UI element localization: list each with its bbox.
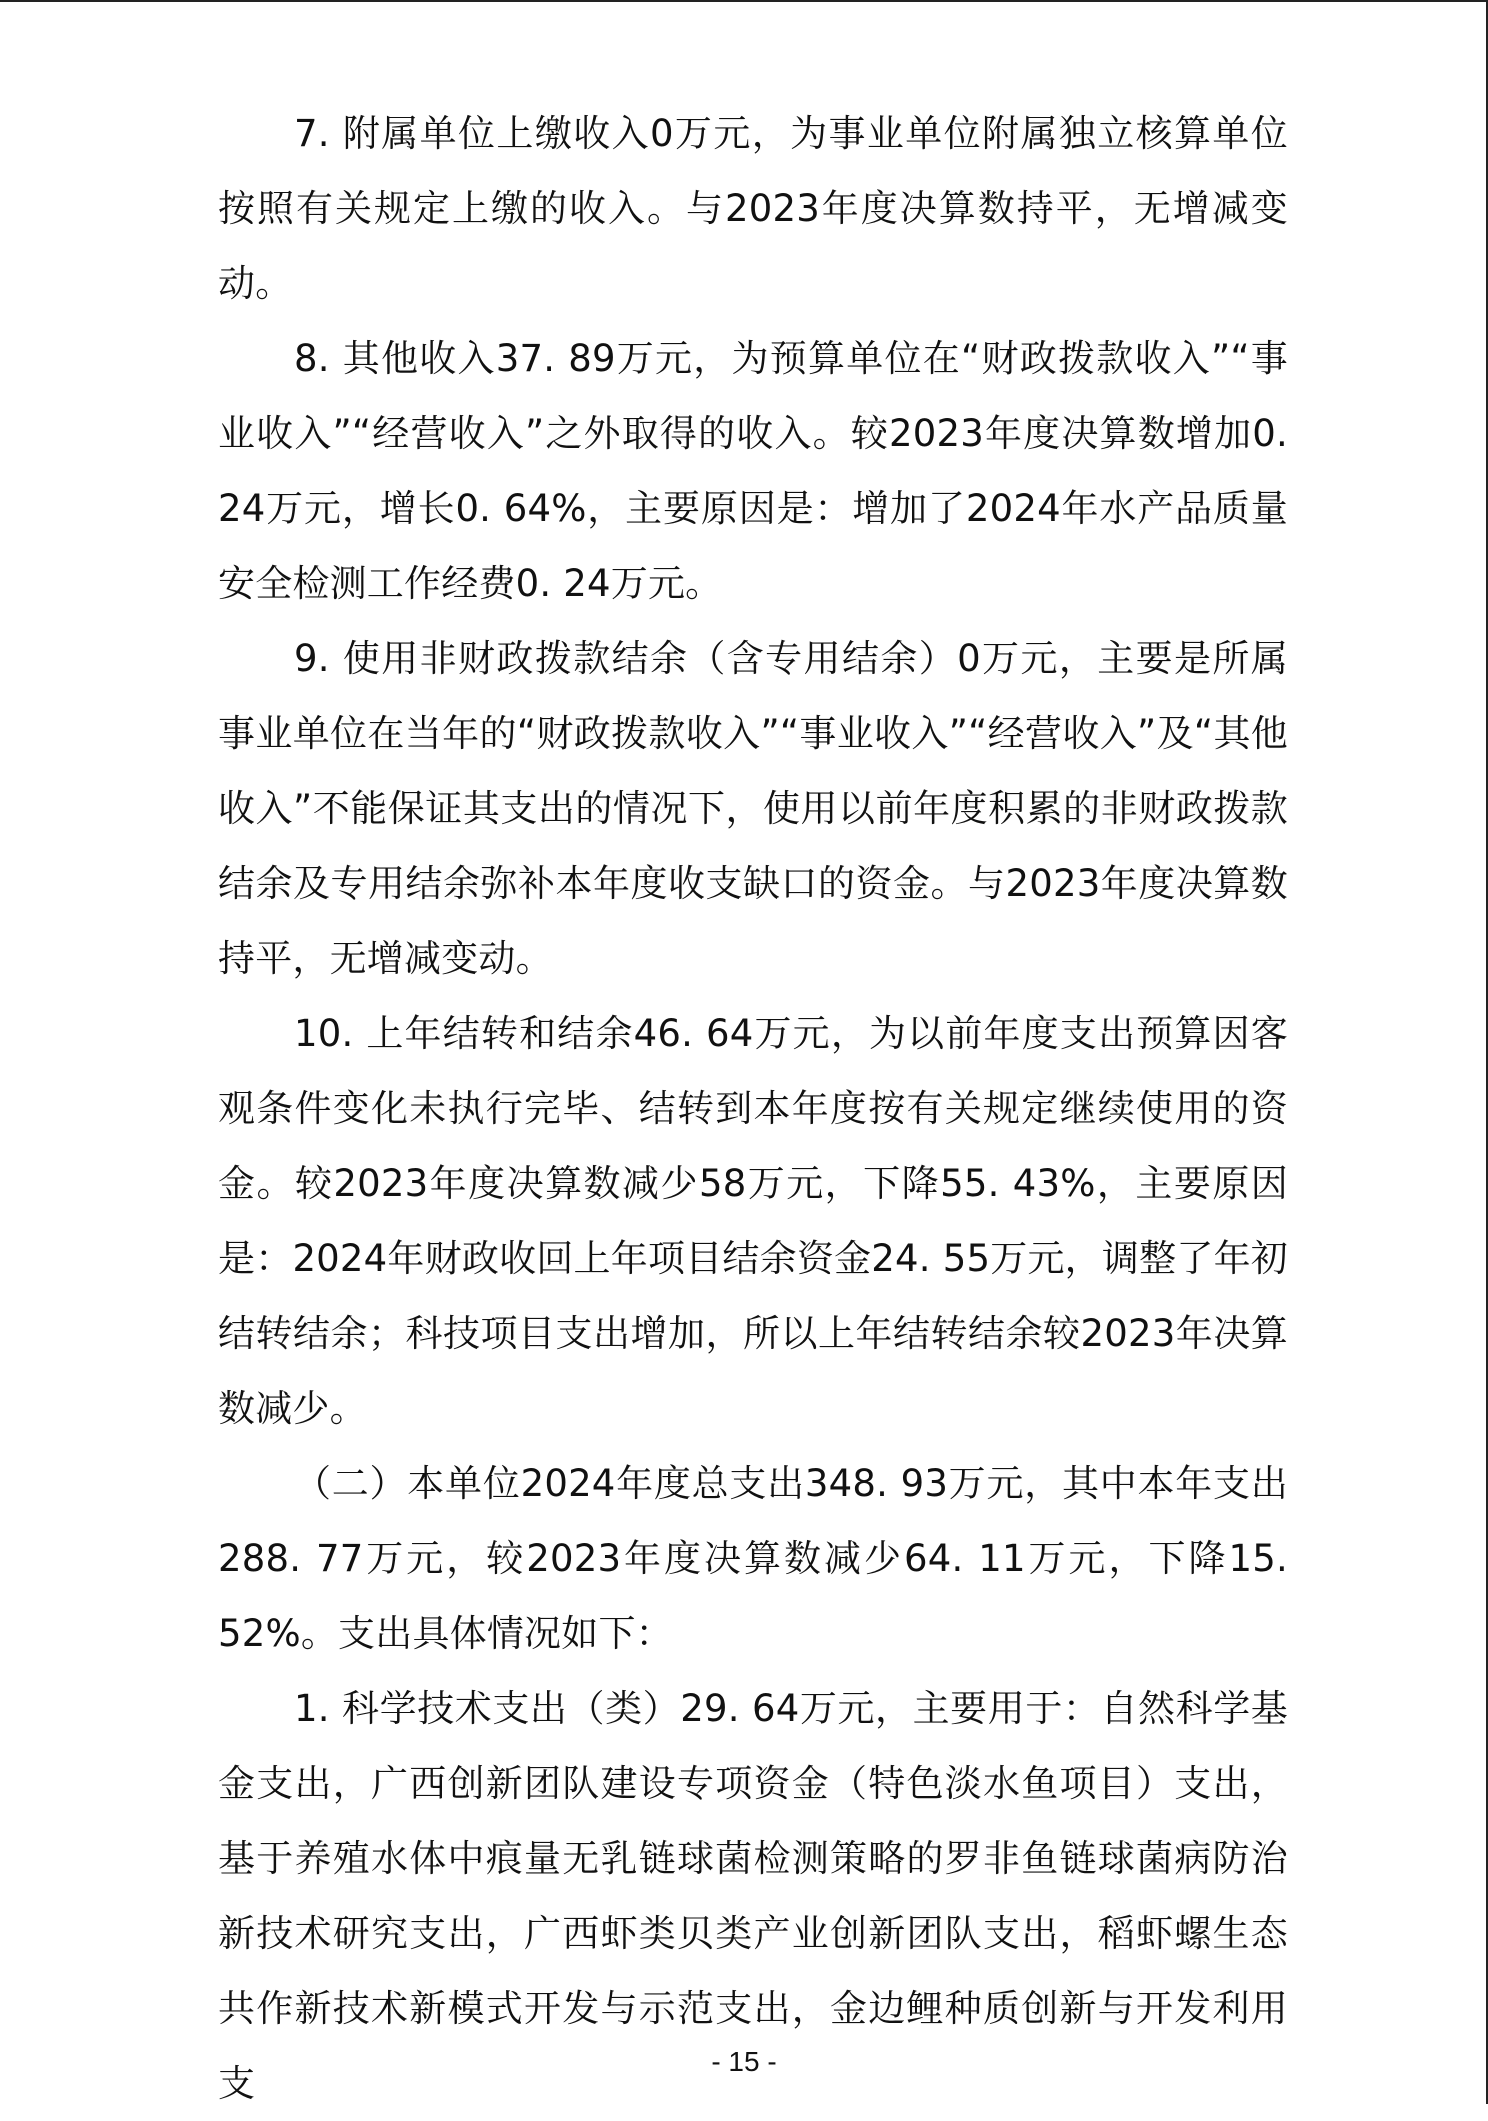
paragraph-total-expenditure: （二）本单位2024年度总支出348. 93万元，其中本年支出288. 77万元，较2023年度决算数减少64. 11万元，下降15. 52%。支出具体情况如下： — [218, 1462, 1288, 1655]
page-top-border — [0, 0, 1488, 2]
document-body — [218, 96, 1288, 2121]
paragraph-subsidiary-income: 7. 附属单位上缴收入0万元，为事业单位附属独立核算单位按照有关规定上缴的收入。与2023年度决算数持平，无增减变动。 — [218, 112, 1288, 305]
paragraph-carryover-balance: 10. 上年结转和结余46. 64万元，为以前年度支出预算因客观条件变化未执行完毕、结转到本年度按有关规定继续使用的资金。较2023年度决算数减少58万元，下降55. 43%，主要原因是：2024年财政收回上年项目结余资金24. 55万元，调整了年初结转结余；科技项目支出增加，所以上年结转结余较2023年决算数减少。 — [218, 1012, 1288, 1430]
page-number: - 15 - — [711, 2046, 777, 2077]
paragraph-non-fiscal-balance: 9. 使用非财政拨款结余（含专用结余）0万元，主要是所属事业单位在当年的“财政拨款收入”“事业收入”“经营收入”及“其他收入”不能保证其支出的情况下，使用以前年度积累的非财政拨款结余及专用结余弥补本年度收支缺口的资金。与2023年度决算数持平，无增减变动。 — [218, 637, 1288, 980]
paragraph-other-income: 8. 其他收入37. 89万元，为预算单位在“财政拨款收入”“事业收入”“经营收入”之外取得的收入。较2023年度决算数增加0. 24万元，增长0. 64%，主要原因是：增加了2024年水产品质量安全检测工作经费0. 24万元。 — [218, 337, 1288, 605]
paragraph-science-expenditure: 1. 科学技术支出（类）29. 64万元，主要用于：自然科学基金支出，广西创新团队建设专项资金（特色淡水鱼项目）支出，基于养殖水体中痕量无乳链球菌检测策略的罗非鱼链球菌病防治新技术研究支出，广西虾类贝类产业创新团队支出，稻虾螺生态共作新技术新模式开发与示范支出，金边鲤种质创新与开发利用支 — [218, 1687, 1288, 2105]
